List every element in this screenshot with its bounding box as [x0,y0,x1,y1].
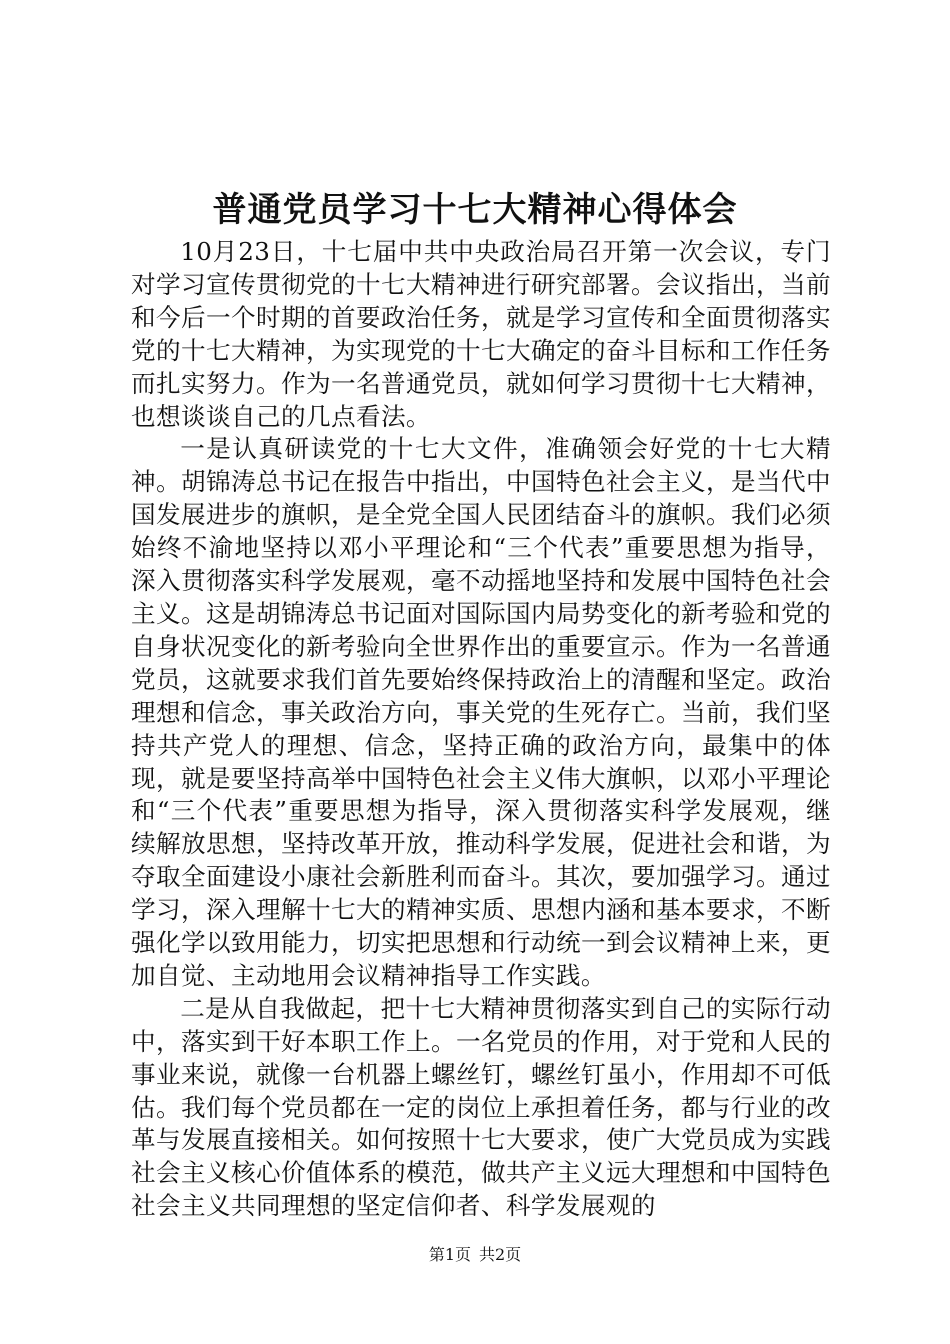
paragraph-point-one: 一是认真研读党的十七大文件，准确领会好党的十七大精神。胡锦涛总书记在报告中指出，中国特色社会主义，是当代中国发展进步的旗帜，是全党全国人民团结奋斗的旗帜。我们必须始终不渝地坚持以邓小平理论和“三个代表”重要思想为指导，深入贯彻落实科学发展观，毫不动摇地坚持和发展中国特色社会主义。这是胡锦涛总书记面对国际国内局势变化的新考验和党的自身状况变化的新考验向全世界作出的重要宣示。作为一名普通党员，这就要求我们首先要始终保持政治上的清醒和坚定。政治理想和信念，事关政治方向，事关党的生死存亡。当前，我们坚持共产党人的理想、信念，坚持正确的政治方向，最集中的体现，就是要坚持高举中国特色社会主义伟大旗帜，以邓小平理论和“三个代表”重要思想为指导，深入贯彻落实科学发展观，继续解放思想，坚持改革开放，推动科学发展，促进社会和谐，为夺取全面建设小康社会新胜利而奋斗。其次，要加强学习。通过学习，深入理解十七大的精神实质、思想内涵和基本要求，不断强化学以致用能力，切实把思想和行动统一到会议精神上来，更加自觉、主动地用会议精神指导工作实践。 [131,434,831,990]
document-title: 普通党员学习十七大精神心得体会 [212,190,738,230]
paragraph-point-two: 二是从自我做起，把十七大精神贯彻落实到自己的实际行动中，落实到干好本职工作上。一名党员的作用，对于党和人民的事业来说，就像一台机器上螺丝钉，螺丝钉虽小，作用却不可低估。我们每个党员都在一定的岗位上承担着任务，都与行业的改革与发展直接相关。如何按照十七大要求，使广大党员成为实践社会主义核心价值体系的模范，做共产主义远大理想和中国特色社会主义共同理想的坚定信仰者、科学发展观的 [131,993,831,1221]
page-footer [0,1245,950,1265]
paragraph-intro: 10月23日，十七届中共中央政治局召开第一次会议，专门对学习宣传贯彻党的十七大精神进行研究部署。会议指出，当前和今后一个时期的首要政治任务，就是学习宣传和全面贯彻落实党的十七大精神，为实现党的十七大确定的奋斗目标和工作任务而扎实努力。作为一名普通党员，就如何学习贯彻十七大精神，也想谈谈自己的几点看法。 [131,237,831,431]
page-number-total: 共2页 [479,1245,522,1264]
page-number-current: 第1页 [428,1245,471,1264]
document-body [131,236,831,1223]
